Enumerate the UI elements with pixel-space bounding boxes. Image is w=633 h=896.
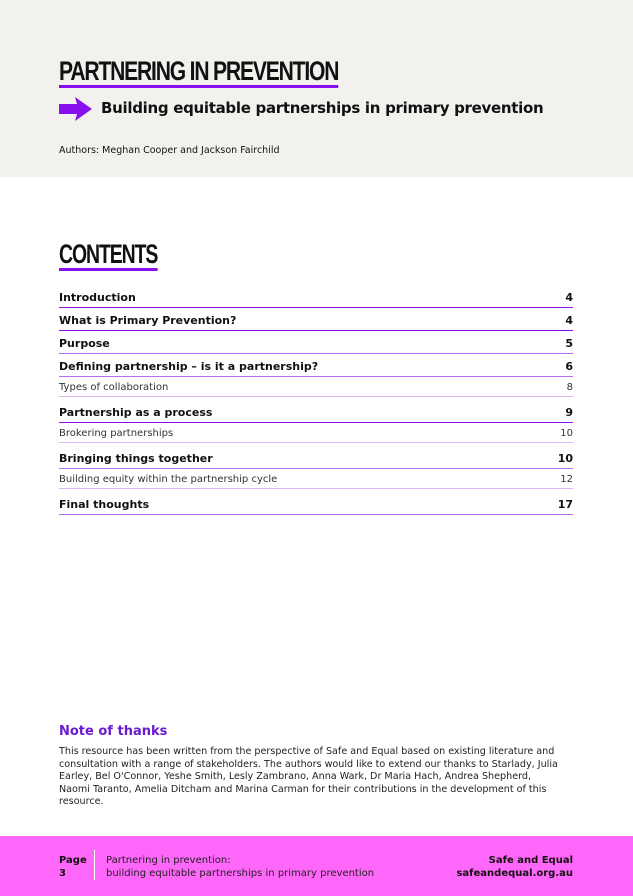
toc-entry[interactable] [59,397,573,423]
toc-page: 9 [565,406,573,419]
footer-org [456,854,573,880]
toc-page: 17 [557,498,573,511]
page-number: 3 [59,868,66,879]
footer-title [106,854,374,880]
toc-label: Defining partnership – is it a partnership? [59,360,319,373]
toc-entry[interactable] [59,443,573,469]
page-label: Page [59,855,87,866]
toc-label: Types of collaboration [59,382,169,393]
authors: Authors: Meghan Cooper and Jackson Fairchild [59,145,280,156]
toc-page: 4 [565,291,573,304]
contents-heading: CONTENTS [59,239,158,269]
toc-label: Partnership as a process [59,406,213,419]
org-name: Safe and Equal [488,855,573,866]
toc-page: 8 [566,382,573,393]
website-link[interactable]: safeandequal.org.au [456,868,573,879]
toc-entry[interactable] [59,308,573,331]
document-subtitle: Building equitable partnerships in primary prevention [101,99,544,117]
toc-page: 10 [560,428,573,439]
note-heading: Note of thanks [59,724,168,739]
toc-entry[interactable] [59,331,573,354]
footer-title-line: Partnering in prevention: [106,855,231,866]
toc-label: Purpose [59,337,110,350]
toc-page: 10 [557,452,573,465]
right-arrow-icon [59,96,93,122]
table-of-contents [59,285,573,515]
toc-page: 6 [565,360,573,373]
toc-subentry[interactable] [59,423,573,443]
toc-entry[interactable] [59,489,573,515]
footer-title-line: building equitable partnerships in primary prevention [106,868,375,879]
toc-subentry[interactable] [59,377,573,397]
divider [94,850,95,880]
toc-label: Final thoughts [59,498,150,511]
title-header [0,0,633,177]
document-title: PARTNERING IN PREVENTION [59,56,339,86]
page-footer [0,836,633,896]
toc-entry[interactable] [59,285,573,308]
toc-page: 5 [565,337,573,350]
toc-label: Building equity within the partnership cycle [59,474,278,485]
toc-label: Bringing things together [59,452,213,465]
toc-page: 4 [565,314,573,327]
toc-subentry[interactable] [59,469,573,489]
note-body: This resource has been written from the perspective of Safe and Equal based on existing literature and consultation with a range of stakeholders. The authors would like to extend our thanks to Starlady, Julia Earley, Bel O'Connor, Yeshe Smith, Lesly Zambrano, Anna Wark, Dr Maria Hach, Andrea Shepherd, Naomi Taranto, Amelia Ditcham and Marina Carman for their contributions in the development of this resource. [59,746,558,807]
toc-entry[interactable] [59,354,573,377]
toc-page: 12 [560,474,573,485]
toc-label: What is Primary Prevention? [59,314,237,327]
page-indicator [59,854,87,880]
toc-label: Brokering partnerships [59,428,174,439]
toc-label: Introduction [59,291,136,304]
